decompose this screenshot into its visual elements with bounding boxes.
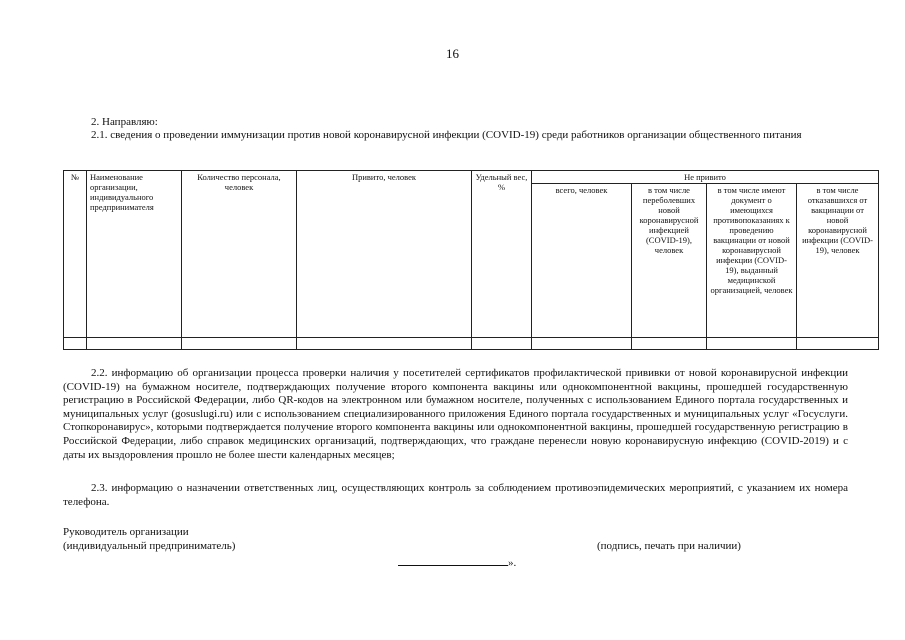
table-cell bbox=[707, 338, 797, 350]
table-cell bbox=[297, 338, 472, 350]
subheader-total: всего, человек bbox=[532, 184, 632, 338]
header-staff-count: Количество персонала, человек bbox=[182, 171, 297, 338]
subheader-refused: в том числе отказавшихся от вакцинации от новой коронавирусной инфекции (COVID-19), человек bbox=[797, 184, 879, 338]
signature-blank bbox=[398, 555, 508, 566]
table-row bbox=[64, 338, 879, 350]
table-cell bbox=[87, 338, 182, 350]
table-cell bbox=[64, 338, 87, 350]
section-heading: 2. Направляю: bbox=[91, 116, 158, 128]
signature-line bbox=[398, 555, 516, 569]
signatory-subtitle: (индивидуальный предприниматель) bbox=[63, 539, 236, 552]
closing-quote: ». bbox=[508, 557, 517, 569]
immunization-table bbox=[63, 170, 879, 350]
header-not-vaccinated: Не привито bbox=[532, 171, 879, 184]
header-number: № bbox=[64, 171, 87, 338]
paragraph-2-3: 2.3. информацию о назначении ответственных лиц, осуществляющих контроль за соблюдением противоэпидемических мероприятий, с указанием их номера телефона. bbox=[63, 482, 848, 508]
table-cell bbox=[472, 338, 532, 350]
header-share: Удельный вес, % bbox=[472, 171, 532, 338]
table-cell bbox=[532, 338, 632, 350]
page-number: 16 bbox=[446, 46, 459, 61]
table-cell bbox=[797, 338, 879, 350]
header-vaccinated: Привито, человек bbox=[297, 171, 472, 338]
paragraph-2-1: 2.1. сведения о проведении иммунизации против новой коронавирусной инфекции (COVID-19) среди работников организации общественного питания bbox=[91, 129, 802, 141]
table-cell bbox=[632, 338, 707, 350]
subheader-contraindications: в том числе имеют документ о имеющихся противопоказаниях к проведению вакцинации от новой коронавирусной инфекции (COVID-19), выданный медицинской организацией, человек bbox=[707, 184, 797, 338]
paragraph-2-2: 2.2. информацию об организации процесса проверки наличия у посетителей сертификатов профилактической прививки от новой коронавирусной инфекции (COVID-19) на бумажном носителе, подтверждающих получение второго компонента вакцины или однокомпонентной вакцины, прошедшей государственную регистрацию в Российской Федерации, либо QR-кодов на электронном или бумажном носителе, полученных с использованием Единого портала государственных и муниципальных услуг (gosuslugi.ru) или с использованием специализированного приложения Единого портала государственных и муниципальных услуг «Госуслуги. Стопкоронавирус», которыми подтверждается получение второго компонента вакцины или однокомпонентной вакцины, прошедшей государственную регистрацию в Российской Федерации, либо справок медицинских организаций, подтверждающих, что граждане перенесли новую коронавирусную инфекцию (COVID-2019) и с даты их выздоровления прошло не более шести календарных месяцев; bbox=[63, 367, 848, 461]
signatory-block bbox=[63, 526, 235, 553]
signature-caption: (подпись, печать при наличии) bbox=[597, 540, 741, 552]
table-header-row bbox=[64, 171, 879, 184]
subheader-recovered: в том числе переболевших новой коронавирусной инфекцией (COVID-19), человек bbox=[632, 184, 707, 338]
signatory-title: Руководитель организации bbox=[63, 526, 189, 538]
table-cell bbox=[182, 338, 297, 350]
header-organization-name: Наименование организации, индивидуального предпринимателя bbox=[87, 171, 182, 338]
